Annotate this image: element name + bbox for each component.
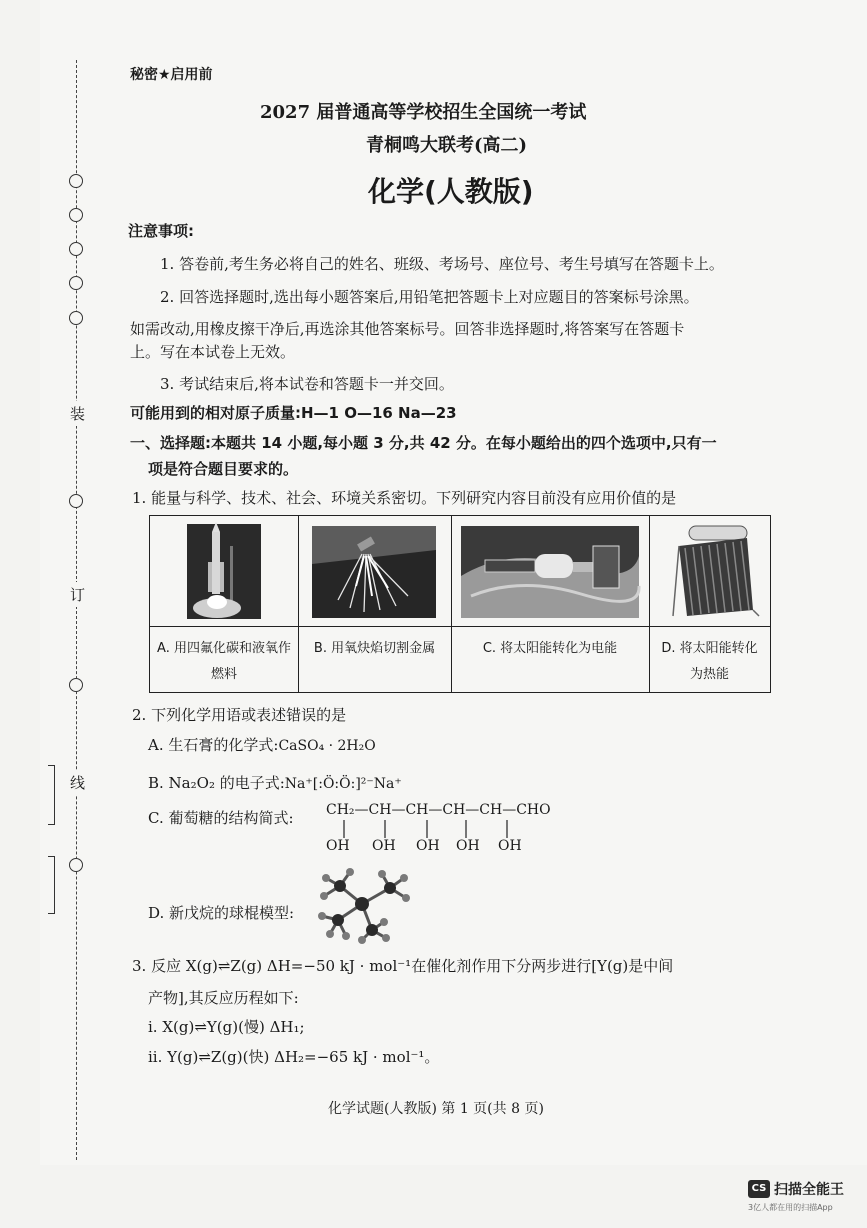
- binding-hole: [69, 242, 83, 256]
- oh-group: OH: [326, 838, 350, 854]
- na2o2-electron-formula: Na⁺[:Ö:Ö:]²⁻Na⁺: [284, 776, 402, 792]
- option-d-cell: [649, 516, 770, 692]
- gypsum-formula: CaSO₄ · 2H₂O: [278, 738, 376, 754]
- cutting-torch-sparks-photo-icon: [298, 516, 451, 627]
- option-b-label: B. 用氧炔焰切割金属: [313, 641, 436, 656]
- glucose-bonds: [326, 818, 546, 840]
- option-a-cell: [150, 516, 299, 692]
- binding-hole: [69, 311, 83, 325]
- camscanner-logo-icon: CS: [748, 1180, 770, 1198]
- secret-label: 秘密★启用前: [130, 67, 213, 83]
- reaction-step-1: i. X(g)⇌Y(g)(慢) ΔH₁;: [148, 1018, 305, 1036]
- binding-label-ding: 订: [70, 582, 85, 607]
- binding-hole: [69, 276, 83, 290]
- notice-item-1: 1. 答卷前,考生务必将自己的姓名、班级、考场号、座位号、考生号填写在答题卡上。: [160, 255, 724, 273]
- binding-hole: [69, 174, 83, 188]
- page-footer: 化学试题(人教版) 第 1 页(共 8 页): [328, 1101, 544, 1117]
- question-2-stem: 2. 下列化学用语或表述错误的是: [132, 706, 347, 724]
- binding-bracket: [48, 856, 55, 914]
- exam-subtitle: 青桐鸣大联考(高二): [366, 135, 528, 156]
- app-name: 扫描全能王: [774, 1182, 844, 1198]
- notice-item-3: 3. 考试结束后,将本试卷和答题卡一并交回。: [160, 375, 454, 393]
- question-1-stem: 1. 能量与科学、技术、社会、环境关系密切。下列研究内容目前没有应用价值的是: [132, 489, 677, 507]
- option-b-row: [148, 772, 402, 793]
- option-a-label: A. 用四氟化碳和液氧作燃料: [157, 641, 291, 682]
- oh-group: OH: [416, 838, 440, 854]
- binding-hole: [69, 858, 83, 872]
- binding-hole: [69, 208, 83, 222]
- notice-item-2-cont: 如需改动,用橡皮擦干净后,再选涂其他答案标号。回答非选择题时,将答案写在答题卡: [130, 320, 685, 338]
- option-a-prefix: A. 生石膏的化学式:: [148, 736, 279, 754]
- notice-heading: 注意事项:: [128, 222, 194, 240]
- option-d-label: D. 将太阳能转化为热能: [661, 641, 758, 682]
- binding-bracket: [48, 765, 55, 825]
- binding-dashed-line: [76, 60, 77, 1160]
- rocket-launch-photo-icon: [150, 516, 298, 627]
- question-3-stem-cont: 产物],其反应历程如下:: [148, 989, 299, 1007]
- binding-hole: [69, 678, 83, 692]
- question-1-options-table: [149, 515, 771, 693]
- section-heading: 一、选择题:本题共 14 小题,每小题 3 分,共 42 分。在每小题给出的四个选项中,只有一: [130, 434, 717, 452]
- oh-group: OH: [372, 838, 396, 854]
- exam-title: 2027 届普通高等学校招生全国统一考试: [260, 102, 587, 123]
- binding-label-zhuang: 装: [70, 401, 85, 426]
- option-c-prefix: C. 葡萄糖的结构简式:: [148, 809, 294, 827]
- oh-group: OH: [456, 838, 480, 854]
- option-c-label: C. 将太阳能转化为电能: [482, 641, 618, 656]
- space-station-photo-icon: [451, 516, 649, 627]
- subject-title: 化学(人教版): [368, 175, 534, 208]
- option-c-cell: [451, 516, 650, 692]
- oh-group: OH: [498, 838, 522, 854]
- app-slogan: 3亿人都在用的扫描App: [748, 1203, 833, 1212]
- option-b-cell: [298, 516, 452, 692]
- option-a-row: [148, 734, 376, 755]
- notice-item-2: 2. 回答选择题时,选出每小题答案后,用铅笔把答题卡上对应题目的答案标号涂黑。: [160, 288, 699, 306]
- atomic-mass-line: 可能用到的相对原子质量:H—1 O—16 Na—23: [130, 404, 457, 422]
- option-d-prefix: D. 新戊烷的球棍模型:: [148, 904, 295, 922]
- glucose-chain: CH₂—CH—CH—CH—CH—CHO: [326, 802, 551, 818]
- notice-item-2-end: 上。写在本试卷上无效。: [130, 343, 296, 361]
- neopentane-ball-stick-model-icon: [310, 864, 415, 944]
- binding-hole: [69, 494, 83, 508]
- section-heading-cont: 项是符合题目要求的。: [148, 460, 299, 478]
- reaction-step-2: ii. Y(g)⇌Z(g)(快) ΔH₂=−65 kJ · mol⁻¹。: [148, 1048, 440, 1066]
- question-3-stem: 3. 反应 X(g)⇌Z(g) ΔH=−50 kJ · mol⁻¹在催化剂作用下分两步进行[Y(g)是中间: [132, 957, 674, 975]
- binding-label-xian: 线: [70, 770, 85, 795]
- solar-water-heater-photo-icon: [649, 516, 770, 627]
- option-b-prefix: B. Na₂O₂ 的电子式:: [148, 774, 285, 792]
